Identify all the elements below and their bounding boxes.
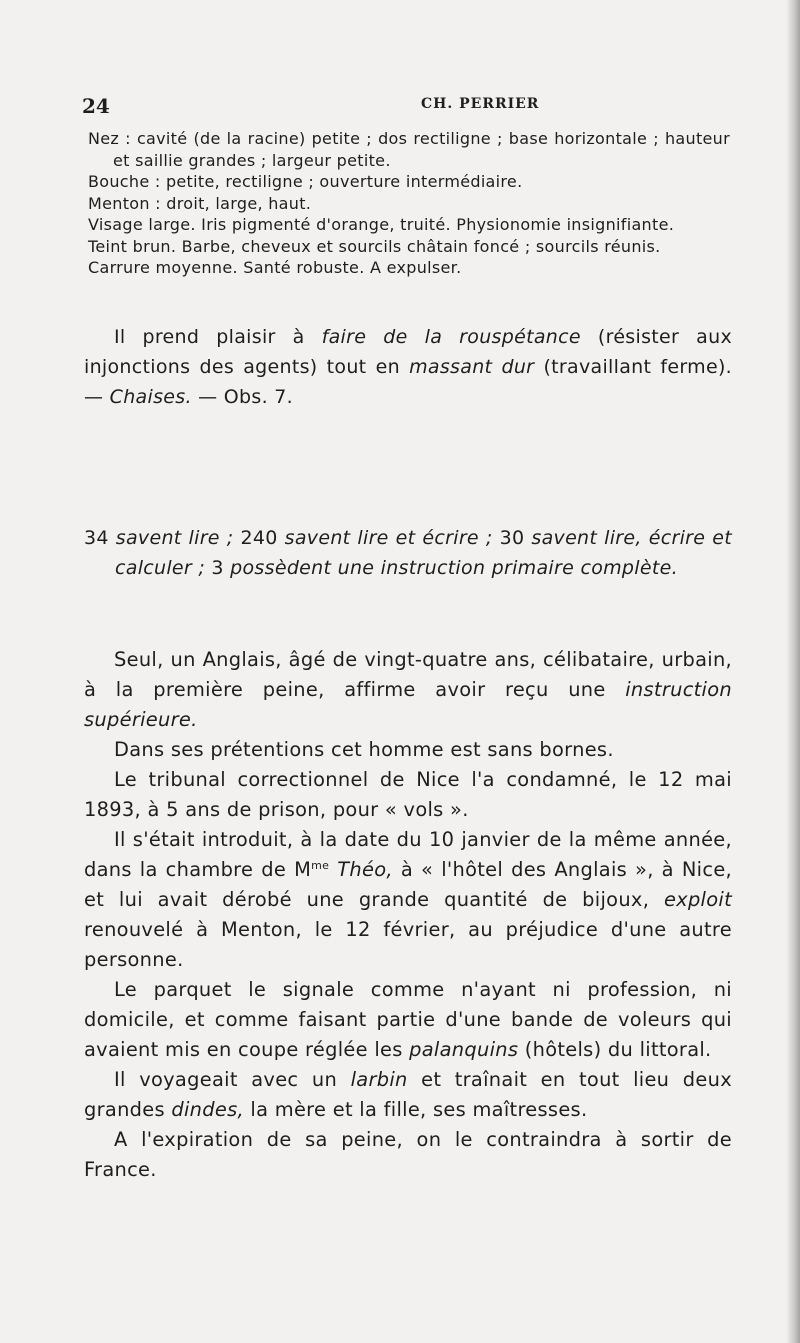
page-edge-shadow: [786, 0, 800, 1343]
italic-text: savent lire et écrire ;: [277, 527, 500, 549]
running-title: CH. PERRIER: [421, 96, 540, 112]
description-line-build: Carrure moyenne. Santé robuste. A expulser.: [88, 258, 462, 277]
italic-term: Chaises.: [109, 386, 192, 408]
story-paragraph: [84, 1065, 732, 1125]
count: 34: [84, 527, 109, 549]
slang-paragraph: [84, 322, 732, 412]
text-run: et traînait en tout lieu deux grandes: [84, 1068, 732, 1121]
text-run: Il voyageait avec un: [114, 1068, 351, 1091]
page-header: [82, 94, 722, 118]
text-run: Seul, un Anglais, âgé de vingt-quatre ans, célibataire, urbain, à la première peine, affirme avoir reçu une: [84, 648, 732, 701]
englishman-story: [84, 645, 732, 1185]
superscript: me: [311, 859, 330, 872]
description-line-nose: Nez : cavité (de la racine) petite ; dos rectiligne ; base horizontale ; hauteur et saillie grandes ; largeur petite.: [88, 129, 730, 170]
description-line-complexion: Teint brun. Barbe, cheveux et sourcils châtain foncé ; sourcils réunis.: [88, 236, 661, 256]
description-line-chin: Menton : droit, large, haut.: [88, 193, 312, 213]
text-run: (hôtels) du littoral.: [518, 1038, 712, 1061]
italic-term: massant dur: [409, 356, 535, 378]
text-run: — Obs. 7.: [191, 386, 294, 408]
slang-paragraph-text: [84, 322, 732, 412]
story-paragraph: [84, 975, 732, 1065]
text-run: (résister aux injonctions des agents) tout en: [84, 326, 732, 378]
italic-term: larbin: [350, 1068, 408, 1091]
physical-description: [88, 128, 730, 279]
text-run: Il s'était introduit, à la date du 10 janvier de la même année, dans la chambre de M: [84, 828, 732, 881]
text-run: renouvelé à Menton, le 12 février, au préjudice d'une autre personne.: [84, 918, 732, 971]
italic-term: dindes,: [171, 1098, 244, 1121]
count: 3: [211, 557, 224, 579]
description-line-face: Visage large. Iris pigmenté d'orange, truité. Physionomie insignifiante.: [88, 215, 675, 234]
text-run: (travaillant ferme). —: [84, 356, 733, 408]
text-run: Le parquet le signale comme n'ayant ni profession, ni domicile, et comme faisant partie d'une bande de voleurs qui avaient mis en coupe réglée les: [84, 978, 732, 1061]
page-number: 24: [82, 94, 110, 118]
italic-term: faire de la rouspétance: [321, 326, 581, 348]
literacy-paragraph: [84, 523, 732, 583]
italic-term: exploit: [663, 888, 732, 911]
story-paragraph: [84, 825, 732, 975]
italic-term: palanquins: [409, 1038, 519, 1061]
story-paragraph: Le tribunal correctionnel de Nice l'a condamné, le 12 mai 1893, à 5 ans de prison, pour « vols ».: [84, 768, 732, 821]
text-run: à « l'hôtel des Anglais », à Nice, et lui avait dérobé une grande quantité de bijoux,: [84, 858, 733, 911]
italic-text: savent lire ;: [108, 527, 241, 549]
story-paragraph: Dans ses prétentions cet homme est sans bornes.: [114, 738, 614, 761]
text-run: Il prend plaisir à: [114, 326, 322, 348]
description-line-mouth: Bouche : petite, rectiligne ; ouverture intermédiaire.: [88, 172, 523, 191]
italic-text: possèdent une instruction primaire complète.: [223, 557, 678, 579]
text-run: la mère et la fille, ses maîtresses.: [243, 1098, 588, 1121]
italic-text: savent lire, écrire et calculer ;: [115, 527, 732, 579]
italic-term: Théo,: [337, 858, 393, 881]
story-paragraph: A l'expiration de sa peine, on le contraindra à sortir de France.: [84, 1128, 732, 1181]
count: 240: [240, 527, 278, 549]
count: 30: [499, 527, 525, 549]
italic-term: instruction supérieure.: [84, 678, 732, 731]
story-paragraph: [84, 645, 732, 735]
literacy-statistics: [84, 523, 732, 583]
